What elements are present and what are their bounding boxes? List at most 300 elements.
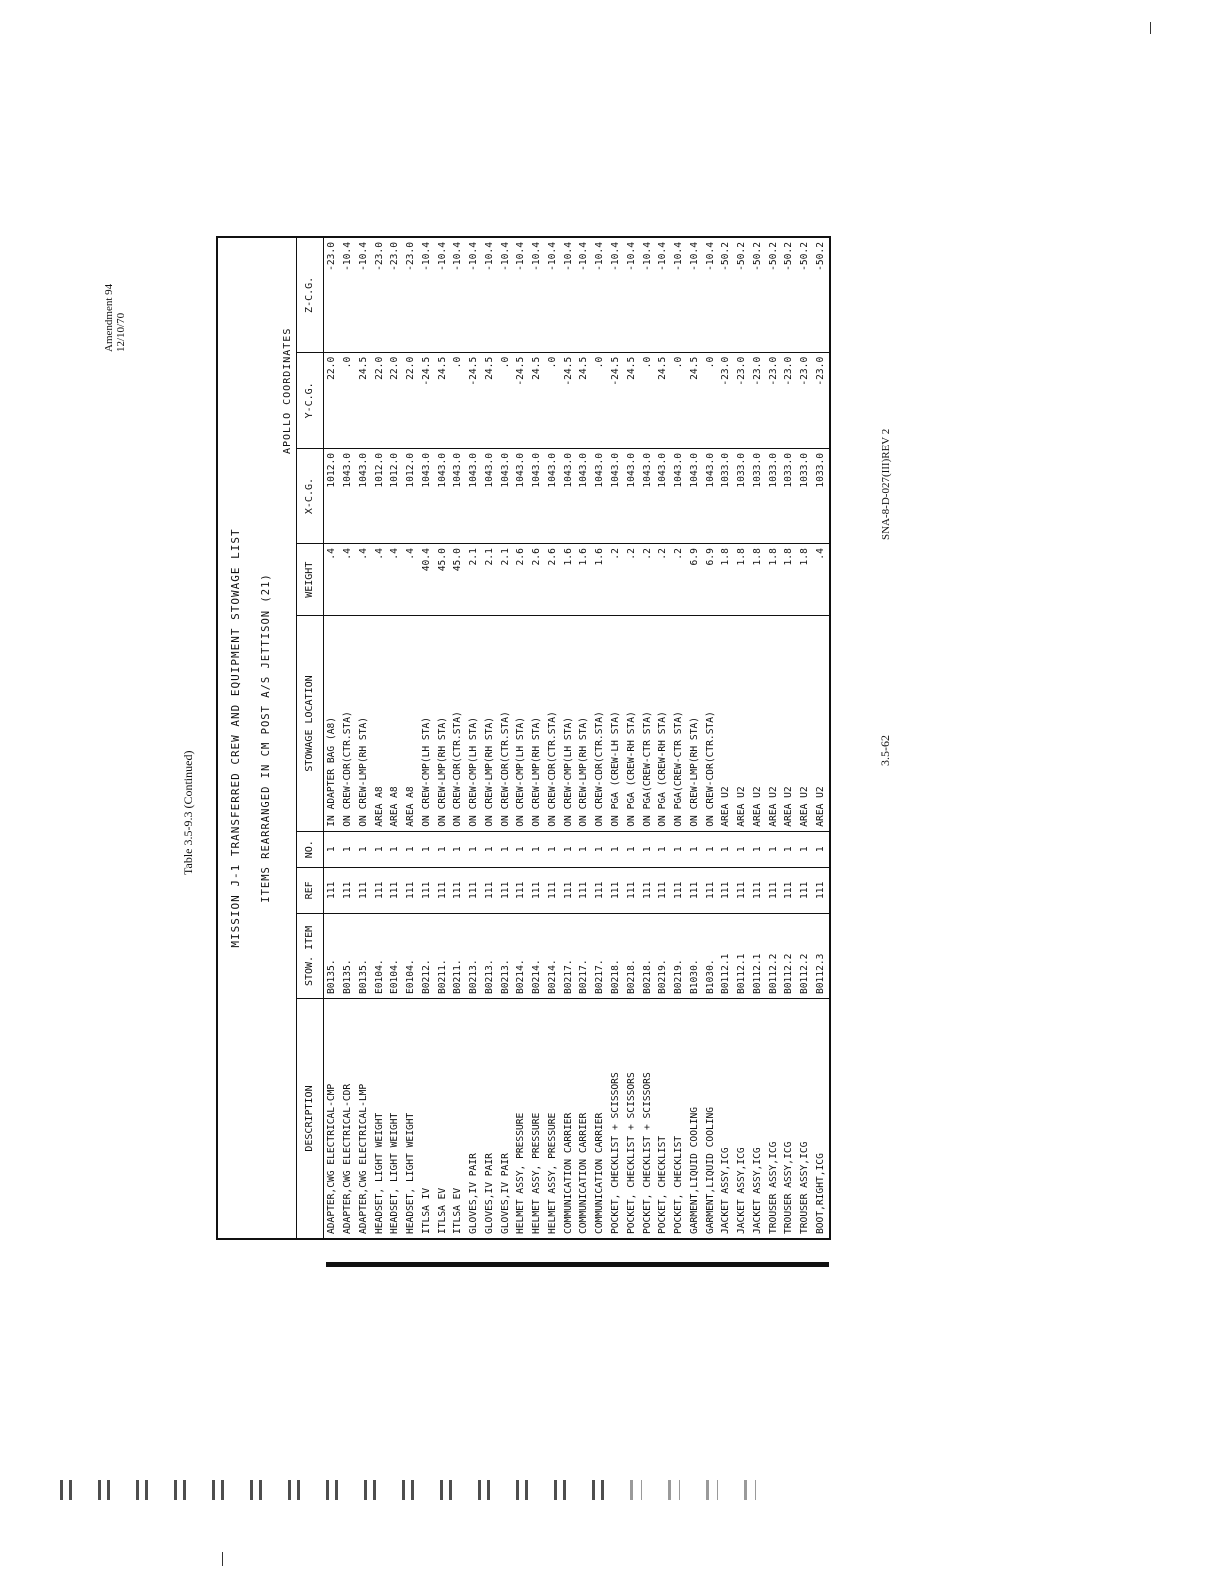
cell-x-cg: 1033.0 [718, 448, 734, 543]
cell-no: 1 [387, 831, 403, 867]
cell-description: ITLSA IV [419, 999, 435, 1239]
table-row [529, 237, 545, 1239]
cell-location: ON PGA(CREW-CTR STA) [671, 616, 687, 831]
cell-ref: 111 [387, 867, 403, 913]
column-header: Y-C.G. [297, 352, 324, 448]
column-header: WEIGHT [297, 544, 324, 616]
cell-ref: 111 [356, 867, 372, 913]
cell-x-cg: 1043.0 [419, 448, 435, 543]
cell-stow-item: B0214. [513, 913, 529, 998]
cell-location: ON CREW-CMP(LH STA) [419, 616, 435, 831]
cell-stow-item: B0213. [466, 913, 482, 998]
cell-location: ON CREW-CDR(CTR.STA) [450, 616, 466, 831]
cell-no: 1 [671, 831, 687, 867]
cell-y-cg: -23.0 [750, 352, 766, 448]
cell-y-cg: 22.0 [324, 352, 340, 448]
cell-y-cg: 24.5 [576, 352, 592, 448]
table-row [466, 237, 482, 1239]
cell-description: TROUSER ASSY,ICG [797, 999, 813, 1239]
cell-stow-item: B0214. [545, 913, 561, 998]
binding-mark [516, 1480, 528, 1500]
page-number: 3.5-62 [878, 735, 892, 766]
cell-stow-item: B0217. [561, 913, 577, 998]
cell-x-cg: 1043.0 [435, 448, 451, 543]
table-row [797, 237, 813, 1239]
cell-description: POCKET, CHECKLIST + SCISSORS [624, 999, 640, 1239]
cell-weight: 45.0 [450, 544, 466, 616]
table-row [435, 237, 451, 1239]
binding-mark [98, 1480, 110, 1500]
cell-weight: 1.6 [576, 544, 592, 616]
cell-ref: 111 [608, 867, 624, 913]
column-header: STOWAGE LOCATION [297, 616, 324, 831]
cell-y-cg: -23.0 [813, 352, 830, 448]
cell-z-cg: -50.2 [797, 237, 813, 352]
cell-weight: 2.6 [513, 544, 529, 616]
cell-stow-item: B1030. [687, 913, 703, 998]
cell-stow-item: B0213. [498, 913, 514, 998]
column-header: Z-C.G. [297, 237, 324, 352]
cell-y-cg: -23.0 [797, 352, 813, 448]
cell-y-cg: -23.0 [718, 352, 734, 448]
cell-ref: 111 [813, 867, 830, 913]
cell-z-cg: -10.4 [498, 237, 514, 352]
cell-description: GARMENT,LIQUID COOLING [703, 999, 719, 1239]
cell-no: 1 [356, 831, 372, 867]
cell-location: AREA U2 [718, 616, 734, 831]
binding-mark [592, 1480, 604, 1500]
cell-x-cg: 1043.0 [340, 448, 356, 543]
cell-location: AREA A8 [403, 616, 419, 831]
table-row [356, 237, 372, 1239]
cell-description: GARMENT,LIQUID COOLING [687, 999, 703, 1239]
table-row [387, 237, 403, 1239]
column-header-row [297, 237, 324, 1239]
cell-y-cg: 24.5 [482, 352, 498, 448]
cell-stow-item: B0218. [639, 913, 655, 998]
table-row [813, 237, 830, 1239]
cell-weight: .2 [655, 544, 671, 616]
cell-ref: 111 [513, 867, 529, 913]
cell-description: GLOVES,IV PAIR [498, 999, 514, 1239]
cell-y-cg: -23.0 [781, 352, 797, 448]
cell-no: 1 [529, 831, 545, 867]
cell-stow-item: B1030. [703, 913, 719, 998]
cell-location: ON CREW-CMP(LH STA) [513, 616, 529, 831]
cell-weight: .2 [624, 544, 640, 616]
cell-weight: 2.1 [498, 544, 514, 616]
table-row [639, 237, 655, 1239]
cell-weight: 1.8 [797, 544, 813, 616]
cell-weight: .4 [371, 544, 387, 616]
binding-mark [440, 1480, 452, 1500]
cell-no: 1 [781, 831, 797, 867]
cell-z-cg: -23.0 [403, 237, 419, 352]
cell-stow-item: B0214. [529, 913, 545, 998]
apollo-coordinates-header: APOLLO COORDINATES [282, 327, 293, 455]
cell-weight: .4 [813, 544, 830, 616]
table-row [482, 237, 498, 1239]
cell-stow-item: B0212. [419, 913, 435, 998]
cell-ref: 111 [324, 867, 340, 913]
binding-mark [706, 1480, 718, 1500]
cell-weight: 2.6 [529, 544, 545, 616]
cell-no: 1 [340, 831, 356, 867]
table-row [718, 237, 734, 1239]
cell-no: 1 [639, 831, 655, 867]
binding-mark [364, 1480, 376, 1500]
cell-z-cg: -10.4 [576, 237, 592, 352]
cell-ref: 111 [419, 867, 435, 913]
cell-z-cg: -10.4 [608, 237, 624, 352]
cell-stow-item: B0218. [608, 913, 624, 998]
cell-description: GLOVES,IV PAIR [466, 999, 482, 1239]
cell-weight: 1.6 [561, 544, 577, 616]
cell-description: POCKET, CHECKLIST + SCISSORS [639, 999, 655, 1239]
column-header: X-C.G. [297, 448, 324, 543]
cell-x-cg: 1012.0 [371, 448, 387, 543]
cell-location: AREA U2 [813, 616, 830, 831]
binding-marks [60, 1480, 1160, 1510]
cell-location: ON CREW-LMP(RH STA) [529, 616, 545, 831]
cell-description: POCKET, CHECKLIST [671, 999, 687, 1239]
cell-y-cg: 24.5 [435, 352, 451, 448]
binding-mark [288, 1480, 300, 1500]
scan-mark [1150, 22, 1151, 34]
cell-location: ON PGA (CREW-RH STA) [624, 616, 640, 831]
cell-x-cg: 1043.0 [576, 448, 592, 543]
cell-stow-item: B0217. [592, 913, 608, 998]
cell-location: IN ADAPTER BAG (A8) [324, 616, 340, 831]
cell-stow-item: B0218. [624, 913, 640, 998]
cell-z-cg: -10.4 [513, 237, 529, 352]
table-row [766, 237, 782, 1239]
cell-location: ON CREW-LMP(RH STA) [482, 616, 498, 831]
cell-stow-item: B0211. [450, 913, 466, 998]
table-row [576, 237, 592, 1239]
cell-weight: .4 [356, 544, 372, 616]
cell-location: AREA A8 [371, 616, 387, 831]
binding-mark [326, 1480, 338, 1500]
cell-ref: 111 [624, 867, 640, 913]
cell-stow-item: B0112.2 [781, 913, 797, 998]
group-spacer [280, 544, 297, 1239]
cell-z-cg: -50.2 [734, 237, 750, 352]
table-title: MISSION J-1 TRANSFERRED CREW AND EQUIPMENT STOWAGE LIST [228, 528, 242, 948]
cell-ref: 111 [498, 867, 514, 913]
cell-x-cg: 1043.0 [561, 448, 577, 543]
cell-stow-item: B0135. [324, 913, 340, 998]
cell-y-cg: .0 [498, 352, 514, 448]
cell-z-cg: -10.4 [703, 237, 719, 352]
cell-z-cg: -50.2 [781, 237, 797, 352]
cell-weight: 45.0 [435, 544, 451, 616]
cell-location: ON CREW-LMP(RH STA) [687, 616, 703, 831]
cell-stow-item: B0217. [576, 913, 592, 998]
cell-no: 1 [624, 831, 640, 867]
cell-y-cg: 24.5 [356, 352, 372, 448]
cell-location: AREA U2 [781, 616, 797, 831]
cell-ref: 111 [340, 867, 356, 913]
cell-z-cg: -23.0 [387, 237, 403, 352]
document-number: SNA-8-D-027(III)REV 2 [880, 428, 892, 540]
table-subtitle: ITEMS REARRANGED IN CM POST A/S JETTISON (21) [259, 573, 272, 903]
cell-no: 1 [403, 831, 419, 867]
table-row [624, 237, 640, 1239]
cell-location: ON PGA (CREW-LH STA) [608, 616, 624, 831]
binding-mark [60, 1480, 72, 1500]
table-row [498, 237, 514, 1239]
cell-location: AREA U2 [734, 616, 750, 831]
amendment-label: Amendment 94 [103, 283, 115, 352]
table-caption: Table 3.5-9.3 (Continued) [181, 750, 195, 875]
cell-y-cg: .0 [639, 352, 655, 448]
cell-weight: 1.8 [718, 544, 734, 616]
cell-x-cg: 1043.0 [703, 448, 719, 543]
cell-ref: 111 [781, 867, 797, 913]
cell-stow-item: B0112.1 [734, 913, 750, 998]
heavy-rule [326, 1262, 829, 1267]
table-row [750, 237, 766, 1239]
cell-weight: 6.9 [703, 544, 719, 616]
cell-x-cg: 1033.0 [781, 448, 797, 543]
cell-x-cg: 1043.0 [655, 448, 671, 543]
binding-mark [744, 1480, 756, 1500]
cell-z-cg: -23.0 [324, 237, 340, 352]
cell-y-cg: 22.0 [371, 352, 387, 448]
cell-ref: 111 [592, 867, 608, 913]
cell-no: 1 [466, 831, 482, 867]
cell-y-cg: -24.5 [513, 352, 529, 448]
cell-x-cg: 1043.0 [639, 448, 655, 543]
cell-z-cg: -10.4 [356, 237, 372, 352]
cell-ref: 111 [797, 867, 813, 913]
cell-weight: .2 [671, 544, 687, 616]
table-row [671, 237, 687, 1239]
cell-ref: 111 [576, 867, 592, 913]
cell-x-cg: 1043.0 [356, 448, 372, 543]
table-row [340, 237, 356, 1239]
cell-stow-item: B0112.3 [813, 913, 830, 998]
cell-description: HELMET ASSY, PRESSURE [529, 999, 545, 1239]
cell-location: ON CREW-CDR(CTR.STA) [498, 616, 514, 831]
cell-ref: 111 [529, 867, 545, 913]
table-row [781, 237, 797, 1239]
cell-ref: 111 [561, 867, 577, 913]
cell-z-cg: -10.4 [435, 237, 451, 352]
cell-location: AREA U2 [766, 616, 782, 831]
cell-z-cg: -10.4 [592, 237, 608, 352]
table-row [561, 237, 577, 1239]
cell-no: 1 [687, 831, 703, 867]
cell-no: 1 [513, 831, 529, 867]
cell-stow-item: B0135. [340, 913, 356, 998]
cell-z-cg: -10.4 [639, 237, 655, 352]
cell-no: 1 [576, 831, 592, 867]
cell-ref: 111 [435, 867, 451, 913]
cell-y-cg: -23.0 [734, 352, 750, 448]
stowage-table [216, 236, 831, 1240]
cell-stow-item: B0112.2 [797, 913, 813, 998]
cell-weight: .4 [403, 544, 419, 616]
cell-stow-item: B0112.1 [750, 913, 766, 998]
table-row [655, 237, 671, 1239]
cell-no: 1 [703, 831, 719, 867]
cell-x-cg: 1033.0 [750, 448, 766, 543]
scan-mark [222, 1552, 223, 1566]
column-header: REF [297, 867, 324, 913]
binding-mark [478, 1480, 490, 1500]
cell-z-cg: -50.2 [750, 237, 766, 352]
cell-y-cg: .0 [450, 352, 466, 448]
cell-y-cg: .0 [703, 352, 719, 448]
cell-description: TROUSER ASSY,ICG [781, 999, 797, 1239]
cell-x-cg: 1043.0 [592, 448, 608, 543]
cell-y-cg: .0 [545, 352, 561, 448]
cell-location: ON CREW-LMP(RH STA) [356, 616, 372, 831]
cell-no: 1 [435, 831, 451, 867]
cell-weight: .2 [639, 544, 655, 616]
cell-description: ADAPTER,CWG ELECTRICAL-LMP [356, 999, 372, 1239]
binding-mark [212, 1480, 224, 1500]
binding-mark [174, 1480, 186, 1500]
cell-no: 1 [750, 831, 766, 867]
cell-z-cg: -10.4 [482, 237, 498, 352]
cell-stow-item: B0112.1 [718, 913, 734, 998]
cell-weight: 1.6 [592, 544, 608, 616]
cell-x-cg: 1033.0 [813, 448, 830, 543]
cell-location: ON CREW-LMP(RH STA) [576, 616, 592, 831]
cell-y-cg: 22.0 [403, 352, 419, 448]
cell-x-cg: 1043.0 [482, 448, 498, 543]
cell-location: AREA U2 [797, 616, 813, 831]
cell-z-cg: -10.4 [529, 237, 545, 352]
cell-ref: 111 [655, 867, 671, 913]
cell-no: 1 [655, 831, 671, 867]
cell-description: JACKET ASSY,ICG [718, 999, 734, 1239]
cell-no: 1 [450, 831, 466, 867]
cell-z-cg: -50.2 [718, 237, 734, 352]
cell-description: HELMET ASSY, PRESSURE [513, 999, 529, 1239]
cell-z-cg: -10.4 [671, 237, 687, 352]
cell-y-cg: 22.0 [387, 352, 403, 448]
cell-weight: 2.6 [545, 544, 561, 616]
cell-weight: 6.9 [687, 544, 703, 616]
cell-description: COMMUNICATION CARRIER [561, 999, 577, 1239]
cell-z-cg: -10.4 [561, 237, 577, 352]
binding-mark [630, 1480, 642, 1500]
cell-ref: 111 [734, 867, 750, 913]
cell-y-cg: 24.5 [687, 352, 703, 448]
cell-y-cg: 24.5 [624, 352, 640, 448]
cell-description: ITLSA EV [450, 999, 466, 1239]
table-container [216, 236, 831, 1240]
cell-ref: 111 [639, 867, 655, 913]
cell-stow-item: E0104. [403, 913, 419, 998]
cell-z-cg: -10.4 [655, 237, 671, 352]
cell-no: 1 [498, 831, 514, 867]
table-row [450, 237, 466, 1239]
cell-y-cg: -24.5 [419, 352, 435, 448]
cell-no: 1 [592, 831, 608, 867]
cell-y-cg: .0 [671, 352, 687, 448]
cell-no: 1 [608, 831, 624, 867]
cell-ref: 111 [750, 867, 766, 913]
cell-location: ON CREW-LMP(RH STA) [435, 616, 451, 831]
cell-stow-item: B0135. [356, 913, 372, 998]
table-row [687, 237, 703, 1239]
cell-z-cg: -10.4 [450, 237, 466, 352]
cell-weight: .4 [324, 544, 340, 616]
binding-mark [554, 1480, 566, 1500]
cell-no: 1 [718, 831, 734, 867]
cell-no: 1 [734, 831, 750, 867]
cell-no: 1 [766, 831, 782, 867]
column-header: STOW. ITEM [297, 913, 324, 998]
cell-description: TROUSER ASSY,ICG [766, 999, 782, 1239]
cell-ref: 111 [403, 867, 419, 913]
cell-description: ADAPTER,CWG ELECTRICAL-CDR [340, 999, 356, 1239]
cell-description: HEADSET, LIGHT WEIGHT [387, 999, 403, 1239]
cell-weight: 2.1 [482, 544, 498, 616]
cell-x-cg: 1012.0 [387, 448, 403, 543]
cell-location: ON PGA(CREW-CTR STA) [639, 616, 655, 831]
binding-mark [250, 1480, 262, 1500]
cell-weight: 2.1 [466, 544, 482, 616]
cell-no: 1 [813, 831, 830, 867]
cell-description: POCKET, CHECKLIST + SCISSORS [608, 999, 624, 1239]
cell-ref: 111 [482, 867, 498, 913]
cell-weight: 1.8 [766, 544, 782, 616]
cell-description: COMMUNICATION CARRIER [576, 999, 592, 1239]
cell-no: 1 [419, 831, 435, 867]
cell-x-cg: 1033.0 [766, 448, 782, 543]
cell-location: ON CREW-CDR(CTR.STA) [703, 616, 719, 831]
cell-description: HEADSET, LIGHT WEIGHT [371, 999, 387, 1239]
cell-x-cg: 1012.0 [403, 448, 419, 543]
column-header: NO. [297, 831, 324, 867]
table-row [545, 237, 561, 1239]
cell-stow-item: E0104. [387, 913, 403, 998]
cell-no: 1 [482, 831, 498, 867]
cell-no: 1 [545, 831, 561, 867]
cell-weight: 1.8 [750, 544, 766, 616]
cell-y-cg: -24.5 [466, 352, 482, 448]
cell-stow-item: B0211. [435, 913, 451, 998]
table-row [324, 237, 340, 1239]
table-body [324, 237, 831, 1239]
cell-stow-item: B0213. [482, 913, 498, 998]
cell-location: ON CREW-CMP(LH STA) [561, 616, 577, 831]
cell-x-cg: 1012.0 [324, 448, 340, 543]
cell-weight: .2 [608, 544, 624, 616]
cell-z-cg: -10.4 [340, 237, 356, 352]
cell-location: ON CREW-CDR(CTR.STA) [340, 616, 356, 831]
cell-no: 1 [561, 831, 577, 867]
table-row [513, 237, 529, 1239]
cell-location: ON PGA (CREW-RH STA) [655, 616, 671, 831]
cell-ref: 111 [766, 867, 782, 913]
cell-weight: 1.8 [734, 544, 750, 616]
binding-mark [668, 1480, 680, 1500]
table-row [419, 237, 435, 1239]
cell-z-cg: -23.0 [371, 237, 387, 352]
binding-mark [402, 1480, 414, 1500]
cell-z-cg: -50.2 [766, 237, 782, 352]
cell-description: JACKET ASSY,ICG [750, 999, 766, 1239]
column-header: DESCRIPTION [297, 999, 324, 1239]
cell-x-cg: 1033.0 [734, 448, 750, 543]
